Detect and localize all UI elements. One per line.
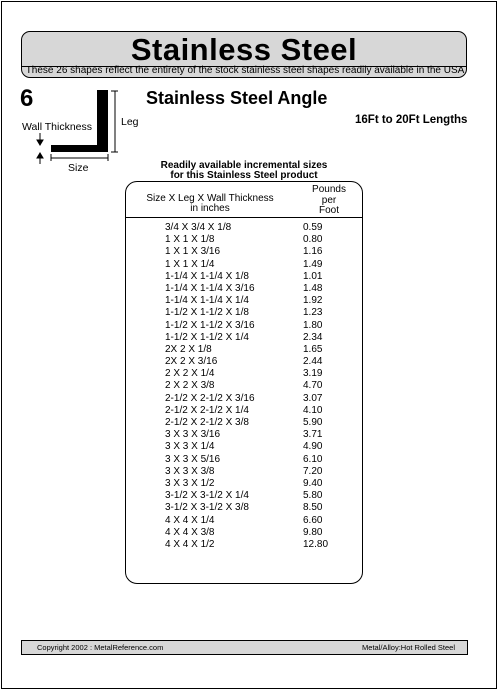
table-row (126, 441, 362, 453)
caption-line-2: for this Stainless Steel product (170, 170, 318, 181)
size-cell: 2-1/2 X 2-1/2 X 3/8 (165, 417, 249, 428)
table-row (126, 466, 362, 478)
shape-number: 6 (20, 85, 34, 112)
table-row (126, 271, 362, 283)
table-row (126, 234, 362, 246)
size-cell: 3 X 3 X 1/2 (165, 477, 215, 489)
size-cell: 3-1/2 X 3-1/2 X 3/8 (165, 502, 249, 514)
leg-label: Leg (121, 116, 139, 128)
size-cell: 4 X 4 X 1/2 (165, 538, 215, 550)
footer-category: Metal/Alloy:Hot Rolled Steel (362, 643, 455, 652)
weight-column-header (294, 185, 364, 217)
table-caption (125, 161, 363, 181)
weight-cell: 7.20 (303, 465, 323, 477)
weight-header-line-3: Foot (318, 205, 339, 216)
table-row (126, 417, 362, 429)
weight-cell: 3.19 (303, 368, 323, 380)
weight-cell: 9.80 (303, 526, 323, 538)
table-row (126, 283, 362, 295)
weight-cell: 8.50 (303, 502, 323, 514)
size-cell: 2-1/2 X 2-1/2 X 1/4 (165, 404, 249, 416)
weight-header-line-1: Pounds (312, 184, 346, 195)
shape-title: Stainless Steel Angle (146, 88, 328, 108)
weight-cell: 9.40 (303, 477, 323, 489)
size-cell: 1 X 1 X 1/4 (165, 258, 215, 270)
weight-cell: 0.80 (303, 234, 323, 246)
size-cell: 3 X 3 X 1/4 (165, 441, 215, 453)
sizes-table (125, 181, 363, 584)
header-divider (126, 217, 362, 218)
weight-cell: 4.70 (303, 380, 323, 392)
size-cell: 3-1/2 X 3-1/2 X 1/4 (165, 490, 249, 502)
weight-cell: 5.90 (303, 417, 323, 428)
weight-cell: 2.34 (303, 331, 323, 343)
weight-cell: 1.48 (303, 282, 323, 294)
weight-cell: 1.65 (303, 343, 323, 355)
table-row (126, 502, 362, 514)
footer-copyright: Copyright 2002 : MetalReference.com (37, 643, 164, 652)
size-cell: 1-1/2 X 1-1/2 X 1/8 (165, 307, 249, 319)
size-cell: 2X 2 X 1/8 (165, 343, 212, 355)
size-cell: 3 X 3 X 3/8 (165, 465, 215, 477)
banner-subtitle: These 26 shapes reflect the entirety of the stock stainless steel shapes readily available in the USA (25, 65, 465, 76)
size-cell: 2X 2 X 3/16 (165, 356, 218, 368)
weight-cell: 1.92 (303, 295, 323, 307)
table-row (126, 393, 362, 405)
size-header-line-2: in inches (190, 203, 230, 214)
table-row (126, 320, 362, 332)
weight-cell: 4.90 (303, 441, 323, 453)
weight-cell: 1.49 (303, 258, 323, 270)
table-row (126, 380, 362, 392)
size-cell: 3/4 X 3/4 X 1/8 (165, 222, 232, 233)
size-cell: 3 X 3 X 3/16 (165, 429, 221, 441)
size-column-header (126, 194, 294, 214)
table-row (126, 429, 362, 441)
weight-cell: 4.10 (303, 404, 323, 416)
weight-cell: 3.07 (303, 392, 323, 404)
weight-cell: 6.10 (303, 453, 323, 465)
size-label: Size (68, 162, 89, 174)
size-cell: 1-1/2 X 1-1/2 X 1/4 (165, 331, 249, 343)
table-row (126, 356, 362, 368)
weight-header-line-2: per (321, 194, 337, 206)
weight-cell: 1.23 (303, 307, 323, 319)
size-cell: 2 X 2 X 1/4 (165, 368, 215, 380)
table-row (126, 344, 362, 356)
table-row (126, 490, 362, 502)
size-cell: 4 X 4 X 3/8 (165, 526, 215, 538)
size-cell: 1-1/2 X 1-1/2 X 3/16 (165, 319, 255, 331)
size-cell: 2-1/2 X 2-1/2 X 3/16 (165, 392, 255, 404)
table-row (126, 307, 362, 319)
table-row (126, 515, 362, 527)
table-row (126, 222, 362, 234)
angle-diagram (0, 0, 160, 180)
lengths-label: 16Ft to 20Ft Lengths (355, 114, 468, 126)
table-row (126, 368, 362, 380)
table-row (126, 405, 362, 417)
wall-thickness-arrows (37, 133, 43, 164)
size-cell: 1 X 1 X 1/8 (165, 234, 215, 246)
size-cell: 2 X 2 X 3/8 (165, 380, 215, 392)
weight-cell: 12.80 (303, 538, 329, 550)
table-row (126, 454, 362, 466)
table-row (126, 332, 362, 344)
banner-title: Stainless Steel (130, 32, 358, 67)
size-cell: 1 X 1 X 3/16 (165, 246, 221, 258)
table-row (126, 259, 362, 271)
weight-cell: 1.16 (303, 246, 323, 258)
weight-cell: 3.71 (303, 429, 323, 441)
size-cell: 1-1/4 X 1-1/4 X 3/16 (165, 282, 255, 294)
table-row (126, 246, 362, 258)
size-cell: 1-1/4 X 1-1/4 X 1/4 (165, 295, 249, 307)
size-cell: 4 X 4 X 1/4 (165, 514, 215, 526)
table-row (126, 527, 362, 539)
size-cell: 3 X 3 X 5/16 (165, 453, 221, 465)
weight-cell: 5.80 (303, 490, 323, 502)
table-row (126, 295, 362, 307)
table-row (126, 539, 362, 551)
table-row (126, 478, 362, 490)
weight-cell: 1.80 (303, 319, 323, 331)
table-body (126, 222, 362, 551)
footer-bar (21, 640, 468, 655)
weight-cell: 0.59 (303, 222, 323, 233)
size-header-line-1: Size X Leg X Wall Thickness (146, 193, 274, 204)
size-dimension-line (51, 154, 108, 161)
leg-dimension-line (111, 91, 118, 152)
wall-thickness-label: Wall Thickness (22, 121, 93, 133)
weight-cell: 1.01 (303, 270, 323, 282)
caption-line-1: Readily available incremental sizes (160, 160, 328, 171)
size-cell: 1-1/4 X 1-1/4 X 1/8 (165, 270, 249, 282)
weight-cell: 2.44 (303, 356, 323, 368)
weight-cell: 6.60 (303, 514, 323, 526)
